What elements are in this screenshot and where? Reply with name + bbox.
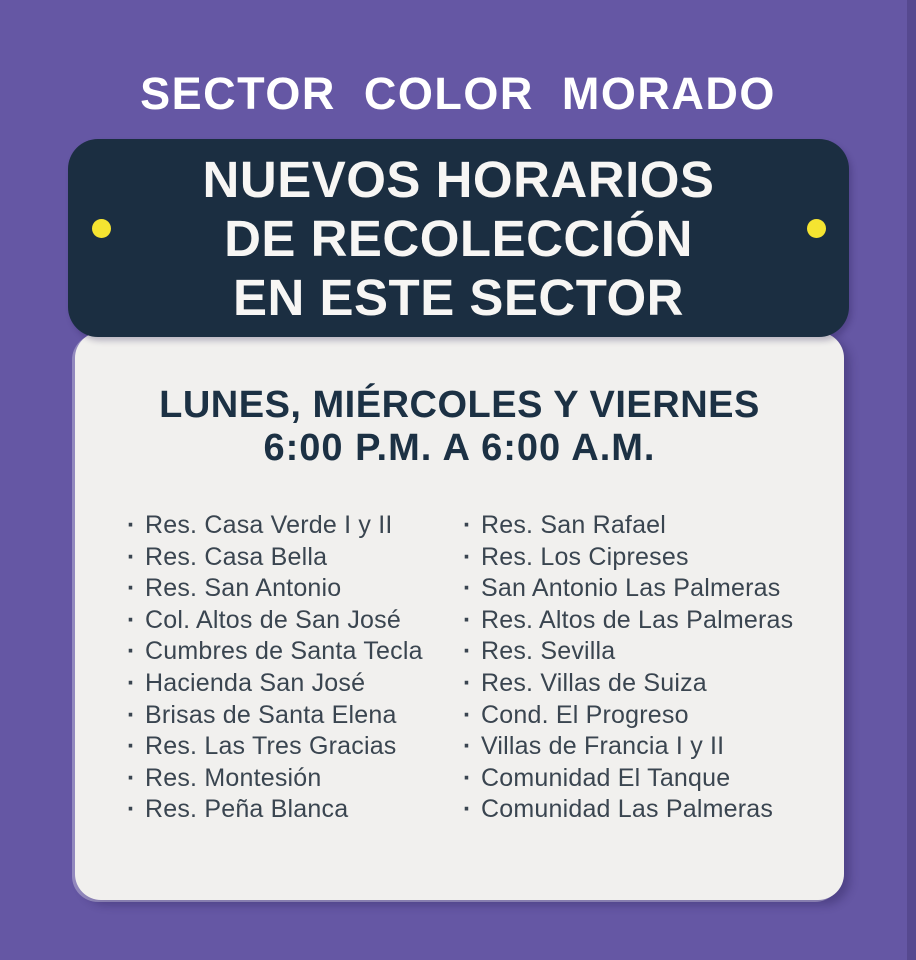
list-item-label: Res. Peña Blanca bbox=[145, 795, 349, 824]
bullet-icon: · bbox=[127, 511, 136, 539]
list-item bbox=[127, 700, 463, 732]
list-item bbox=[463, 573, 844, 605]
list-item bbox=[463, 700, 844, 732]
bullet-icon: · bbox=[463, 637, 472, 666]
list-item-label: Cond. El Progreso bbox=[481, 700, 689, 729]
list-item bbox=[127, 763, 463, 795]
list-item-label: San Antonio Las Palmeras bbox=[481, 574, 781, 603]
list-item-label: Hacienda San José bbox=[145, 668, 366, 697]
neighborhood-columns bbox=[75, 510, 844, 826]
list-item bbox=[463, 668, 844, 700]
list-item bbox=[463, 636, 844, 668]
list-item bbox=[463, 794, 844, 826]
list-item-label: Comunidad El Tanque bbox=[481, 763, 731, 792]
neighborhood-column-left bbox=[127, 510, 463, 826]
bullet-icon: · bbox=[463, 795, 472, 824]
list-item-label: Comunidad Las Palmeras bbox=[481, 795, 774, 824]
bullet-icon: · bbox=[127, 542, 136, 571]
banner-line-2: DE RECOLECCIÓN bbox=[224, 209, 693, 267]
list-item-label: Villas de Francia I y II bbox=[481, 732, 725, 761]
list-item bbox=[127, 542, 463, 574]
schedule-hours: 6:00 P.M. A 6:00 A.M. bbox=[263, 427, 656, 469]
list-item-label: Res. Las Tres Gracias bbox=[145, 732, 397, 761]
bullet-icon: · bbox=[463, 732, 472, 761]
list-item bbox=[127, 636, 463, 668]
bullet-icon: · bbox=[463, 574, 472, 603]
schedule-heading bbox=[75, 384, 844, 470]
list-item-label: Brisas de Santa Elena bbox=[145, 700, 397, 729]
list-item bbox=[127, 794, 463, 826]
list-item-label: Res. San Antonio bbox=[145, 574, 342, 603]
list-item-label: Res. San Rafael bbox=[481, 511, 667, 539]
list-item bbox=[463, 731, 844, 763]
bullet-icon: · bbox=[463, 542, 472, 571]
list-item bbox=[127, 731, 463, 763]
bullet-icon: · bbox=[127, 732, 136, 761]
list-item-label: Res. Casa Bella bbox=[145, 542, 328, 571]
list-item-label: Cumbres de Santa Tecla bbox=[145, 637, 423, 666]
bullet-icon: · bbox=[127, 637, 136, 666]
right-edge-shade bbox=[907, 0, 916, 960]
bullet-icon: · bbox=[463, 668, 472, 697]
list-item bbox=[463, 605, 844, 637]
banner-line-1: NUEVOS HORARIOS bbox=[202, 150, 715, 208]
schedule-days: LUNES, MIÉRCOLES Y VIERNES bbox=[159, 384, 760, 426]
list-item bbox=[463, 763, 844, 795]
list-item bbox=[127, 510, 463, 542]
list-item bbox=[127, 605, 463, 637]
list-item bbox=[127, 573, 463, 605]
neighborhood-column-right bbox=[463, 510, 844, 826]
schedule-card bbox=[75, 332, 844, 900]
bullet-icon: · bbox=[463, 511, 472, 539]
bullet-icon: · bbox=[127, 574, 136, 603]
bullet-icon: · bbox=[127, 700, 136, 729]
list-item-label: Res. Los Cipreses bbox=[481, 542, 689, 571]
banner-line-3: EN ESTE SECTOR bbox=[233, 268, 684, 326]
yellow-dot-left-icon bbox=[92, 219, 111, 238]
bullet-icon: · bbox=[127, 795, 136, 824]
list-item bbox=[127, 668, 463, 700]
list-item-label: Res. Sevilla bbox=[481, 637, 616, 666]
list-item-label: Res. Altos de Las Palmeras bbox=[481, 605, 794, 634]
bullet-icon: · bbox=[463, 605, 472, 634]
bullet-icon: · bbox=[463, 700, 472, 729]
yellow-dot-right-icon bbox=[807, 219, 826, 238]
bullet-icon: · bbox=[127, 668, 136, 697]
bullet-icon: · bbox=[127, 605, 136, 634]
bullet-icon: · bbox=[463, 763, 472, 792]
list-item-label: Res. Villas de Suiza bbox=[481, 668, 707, 697]
bullet-icon: · bbox=[127, 763, 136, 792]
list-item-label: Res. Montesión bbox=[145, 763, 322, 792]
headline-banner bbox=[68, 139, 849, 337]
list-item bbox=[463, 510, 844, 542]
list-item-label: Col. Altos de San José bbox=[145, 605, 401, 634]
list-item bbox=[463, 542, 844, 574]
sector-title: SECTOR COLOR MORADO bbox=[140, 68, 776, 119]
list-item-label: Res. Casa Verde I y II bbox=[145, 511, 393, 539]
